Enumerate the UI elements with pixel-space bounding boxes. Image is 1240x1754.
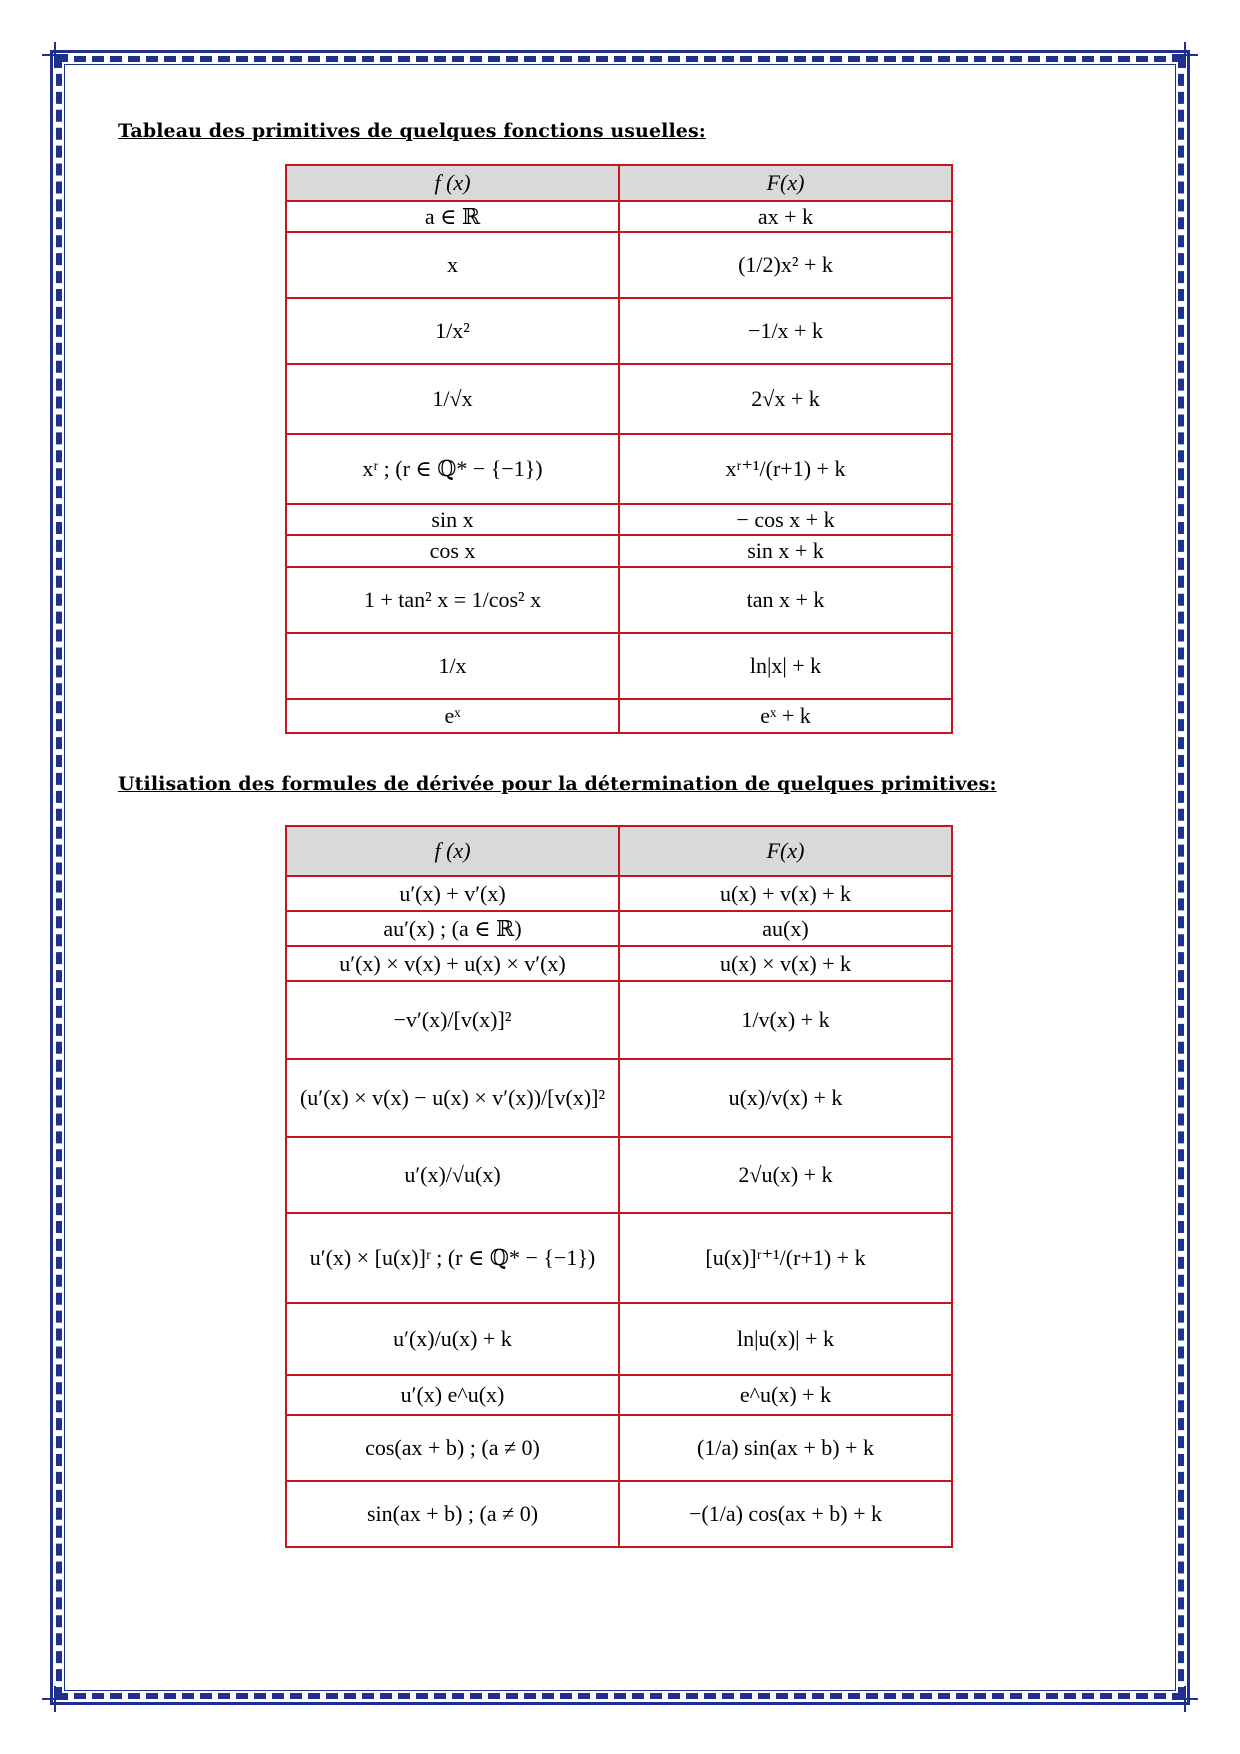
usual-primitives-table <box>285 164 953 734</box>
function-cell: u′(x)/√u(x) <box>286 1137 619 1213</box>
function-cell: sin(ax + b) ; (a ≠ 0) <box>286 1481 619 1547</box>
table-row <box>286 1415 952 1481</box>
function-cell: a ∈ ℝ <box>286 201 619 232</box>
table-row <box>286 876 952 911</box>
derivative-primitives-table <box>285 825 953 1548</box>
table-row <box>286 201 952 232</box>
table-row <box>286 1059 952 1137</box>
primitive-cell: e^u(x) + k <box>619 1375 952 1415</box>
table-row <box>286 981 952 1059</box>
primitive-cell: u(x)/v(x) + k <box>619 1059 952 1137</box>
table-row <box>286 1137 952 1213</box>
function-cell: sin x <box>286 504 619 535</box>
table-row <box>286 434 952 504</box>
column-header: f (x) <box>286 165 619 201</box>
primitive-cell: eˣ + k <box>619 699 952 733</box>
table-row <box>286 1303 952 1375</box>
table-row <box>286 699 952 733</box>
primitive-cell: sin x + k <box>619 535 952 567</box>
primitive-cell: u(x) × v(x) + k <box>619 946 952 981</box>
function-cell: 1/x² <box>286 298 619 364</box>
table-row <box>286 364 952 434</box>
primitive-cell: au(x) <box>619 911 952 946</box>
function-cell: 1/√x <box>286 364 619 434</box>
primitive-cell: [u(x)]ʳ⁺¹/(r+1) + k <box>619 1213 952 1303</box>
table-row <box>286 633 952 699</box>
primitive-cell: ln|x| + k <box>619 633 952 699</box>
table-header-row <box>286 826 952 876</box>
primitive-cell: − cos x + k <box>619 504 952 535</box>
function-cell: u′(x)/u(x) + k <box>286 1303 619 1375</box>
function-cell: cos(ax + b) ; (a ≠ 0) <box>286 1415 619 1481</box>
border-corner-ornament <box>1172 1686 1198 1712</box>
primitive-cell: 1/v(x) + k <box>619 981 952 1059</box>
function-cell: 1/x <box>286 633 619 699</box>
primitive-cell: −(1/a) cos(ax + b) + k <box>619 1481 952 1547</box>
primitive-cell: −1/x + k <box>619 298 952 364</box>
column-header: F(x) <box>619 165 952 201</box>
function-cell: u′(x) e^u(x) <box>286 1375 619 1415</box>
usual-primitives-heading: Tableau des primitives de quelques fonctions usuelles: <box>118 120 706 142</box>
primitive-cell: xʳ⁺¹/(r+1) + k <box>619 434 952 504</box>
function-cell: 1 + tan² x = 1/cos² x <box>286 567 619 633</box>
primitive-cell: 2√x + k <box>619 364 952 434</box>
table-row <box>286 232 952 298</box>
primitive-cell: ax + k <box>619 201 952 232</box>
function-cell: u′(x) × v(x) + u(x) × v′(x) <box>286 946 619 981</box>
function-cell: u′(x) × [u(x)]ʳ ; (r ∈ ℚ* − {−1}) <box>286 1213 619 1303</box>
column-header: f (x) <box>286 826 619 876</box>
function-cell: xʳ ; (r ∈ ℚ* − {−1}) <box>286 434 619 504</box>
derivative-primitives-heading: Utilisation des formules de dérivée pour la détermination de quelques primitives: <box>118 773 997 795</box>
table-row <box>286 535 952 567</box>
primitive-cell: u(x) + v(x) + k <box>619 876 952 911</box>
table-row <box>286 946 952 981</box>
table-row <box>286 1375 952 1415</box>
column-header: F(x) <box>619 826 952 876</box>
function-cell: cos x <box>286 535 619 567</box>
primitive-cell: (1/2)x² + k <box>619 232 952 298</box>
function-cell: eˣ <box>286 699 619 733</box>
table-row <box>286 298 952 364</box>
table-row <box>286 1213 952 1303</box>
function-cell: x <box>286 232 619 298</box>
primitive-cell: (1/a) sin(ax + b) + k <box>619 1415 952 1481</box>
table-row <box>286 504 952 535</box>
primitive-cell: ln|u(x)| + k <box>619 1303 952 1375</box>
function-cell: (u′(x) × v(x) − u(x) × v′(x))/[v(x)]² <box>286 1059 619 1137</box>
primitive-cell: tan x + k <box>619 567 952 633</box>
function-cell: −v′(x)/[v(x)]² <box>286 981 619 1059</box>
function-cell: u′(x) + v′(x) <box>286 876 619 911</box>
primitive-cell: 2√u(x) + k <box>619 1137 952 1213</box>
border-corner-ornament <box>42 42 68 68</box>
table-row <box>286 567 952 633</box>
table-row <box>286 1481 952 1547</box>
border-corner-ornament <box>42 1686 68 1712</box>
table-header-row <box>286 165 952 201</box>
border-corner-ornament <box>1172 42 1198 68</box>
function-cell: au′(x) ; (a ∈ ℝ) <box>286 911 619 946</box>
table-row <box>286 911 952 946</box>
